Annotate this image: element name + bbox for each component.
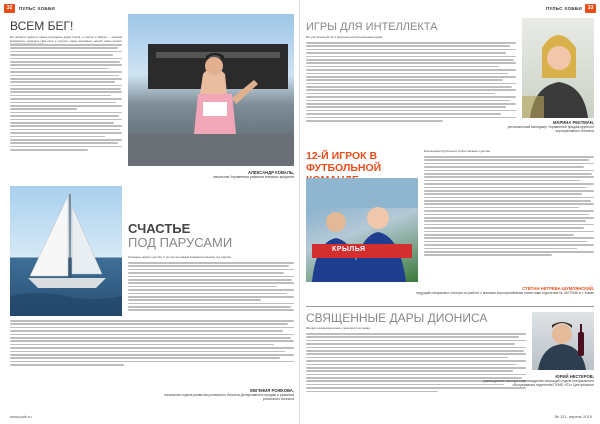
page-number-right: 33: [585, 4, 596, 13]
caption-role: начальник отдела развития розничного бизнеса Департамента продаж и развития розничного бизнеса: [164, 393, 294, 401]
football-fans-illustration: [306, 178, 418, 282]
headline-intellect: ИГРЫ ДЛЯ ИНТЕЛЛЕКТА: [306, 21, 438, 33]
caption-role: региональный менеджер Управления продаж крупного корпоративного бизнеса: [507, 125, 594, 133]
footer-url: www.puls.ru: [10, 414, 32, 419]
sailing-article-text-2: [10, 320, 294, 388]
football-article-text: [424, 156, 594, 268]
caption-name: МАРИНА РЕКТМАН,: [552, 120, 594, 125]
caption-role: руководитель сектора сопровождения операций отдела специального обслуживания отделения ПУМБ «П1» Центральное: [483, 379, 594, 387]
football-caption: [306, 286, 594, 295]
right-page: [300, 0, 600, 424]
run-article-text: [10, 44, 122, 184]
caption-name: ЕВГЕНИЯ РОЖКОВА,: [250, 388, 294, 393]
portrait-rektman: [522, 18, 594, 118]
football-fans-photo: [306, 178, 418, 282]
page-number-left: 32: [4, 4, 15, 13]
sailing-article-text: [128, 262, 294, 318]
portrait-rektman-illustration: [522, 18, 594, 118]
nesterov-caption: [470, 374, 594, 387]
runner-caption: [180, 170, 294, 179]
football-intro: Болельщиком футбольного клуба я являюсь с детства.: [424, 150, 491, 153]
headline-sailing-2: ПОД ПАРУСАМИ: [128, 235, 233, 250]
section-header-right: ПУЛЬС ХОББИ: [545, 6, 582, 11]
runner-photo-illustration: [128, 14, 294, 166]
caption-role: ведущий специалист сектора по работе с малыми корпоративными клиентами отделения № 26 ПУМБ в г. Киеве: [416, 291, 594, 295]
caption-name: СТЕПАН НЕТРЕБА-ШУМЛЯНСКИЙ,: [522, 286, 594, 291]
dionysus-intro: Интерес к виноделию возник у меня много лет назад.: [306, 327, 371, 330]
scarf-text: КРЫЛЬЯ: [332, 246, 366, 253]
dionysus-article-text: [306, 333, 526, 405]
headline-football: 12-Й ИГРОК В ФУТБОЛЬНОЙ: [306, 150, 382, 174]
intellect-article-text: [306, 42, 516, 138]
caption-name: ЮРИЙ НЕСТЕРОВ,: [555, 374, 594, 379]
sailing-caption: [150, 388, 294, 401]
headline-dionysus: СВЯЩЕННЫЕ ДАРЫ ДИОНИСА: [306, 311, 488, 325]
headline-run: ВСЕМ БЕГ!: [10, 19, 74, 33]
runner-photo: [128, 14, 294, 166]
section-header-left: ПУЛЬС ХОББИ: [19, 6, 56, 11]
rektman-caption: [500, 120, 594, 133]
sailboat-photo: [10, 186, 122, 316]
run-intro: Бег является одним из самых популярных видов спорта, а участие в забегах — хорошая возможность проверить свои силы и получить заряд позитивных эмоций. Наши коллеги: [10, 36, 122, 43]
sailboat-illustration: [10, 186, 122, 316]
portrait-nesterov: [532, 312, 594, 370]
headline-sailing-1: СЧАСТЬЕ: [128, 221, 191, 236]
footer-issue: № 121, апрель 2019: [554, 414, 592, 419]
section-divider: [306, 306, 594, 307]
sailing-intro: Увлекаюсь морем с детства. С тех пор при каждой возможности выхожу под парусом.: [128, 256, 232, 259]
caption-role: начальник Управления развития внешних кредитов: [212, 175, 294, 179]
portrait-nesterov-illustration: [532, 312, 594, 370]
caption-name: АЛЕКСАНДР КОВАЛЬ,: [247, 170, 294, 175]
intellect-intro: Вот уже больше 20 лет я увлечена интеллектуальными играми.: [306, 36, 383, 39]
